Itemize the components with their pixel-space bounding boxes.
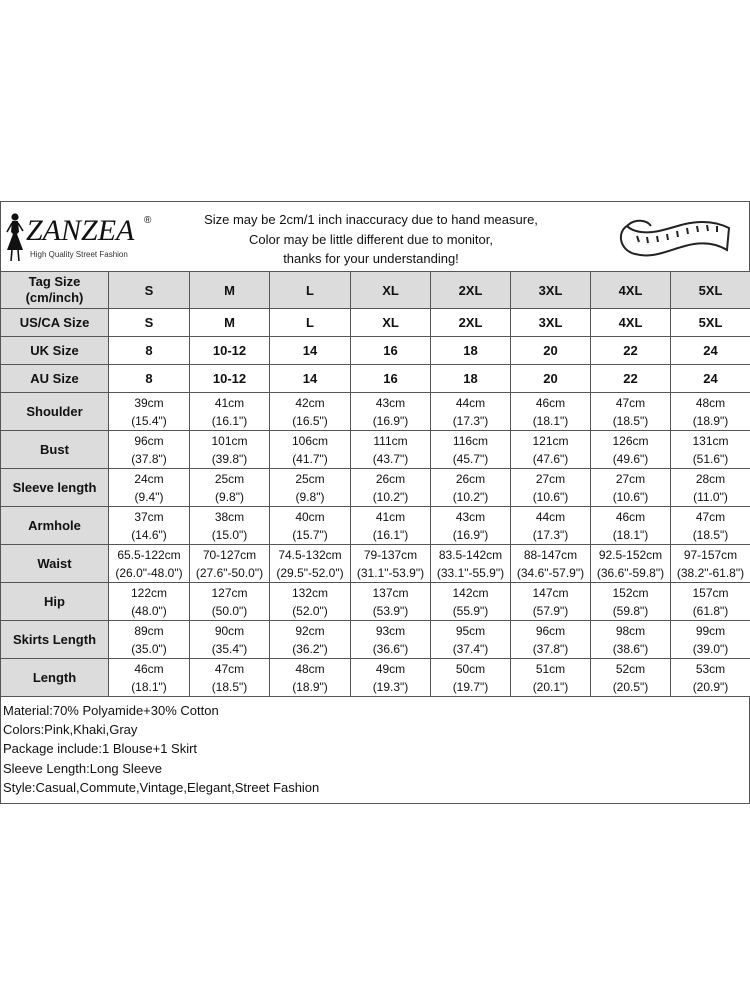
- inch-value: (18.5"): [692, 527, 729, 542]
- row-label: Skirts Length: [1, 621, 109, 659]
- size-table: [0, 271, 750, 697]
- inch-value: (41.7"): [292, 451, 328, 466]
- inch-value: (51.6"): [692, 451, 729, 466]
- row-label: US/CA Size: [1, 309, 109, 337]
- chart-header: [0, 201, 750, 271]
- inch-value: (19.7"): [452, 679, 489, 694]
- inch-value: (53.9"): [372, 603, 409, 618]
- cm-value: 96cm: [535, 623, 566, 638]
- cm-value: 53cm: [695, 661, 726, 676]
- inch-value: (16.1"): [211, 413, 248, 428]
- table-cell: 8: [109, 337, 190, 365]
- inch-value: (36.6"): [372, 641, 409, 656]
- inch-value: (38.6"): [612, 641, 649, 656]
- cm-value: 157cm: [692, 585, 729, 600]
- size-header-cell: 3XL: [511, 272, 591, 309]
- table-cell: [109, 621, 190, 659]
- table-cell: [190, 431, 270, 469]
- table-cell: [431, 393, 511, 431]
- table-cell: 14: [270, 365, 351, 393]
- inch-value: (14.6"): [131, 527, 167, 542]
- table-cell: 14: [270, 337, 351, 365]
- table-cell: [511, 431, 591, 469]
- info-material: Material:70% Polyamide+30% Cotton: [3, 703, 219, 718]
- table-cell: 20: [511, 365, 591, 393]
- table-cell: [511, 469, 591, 507]
- cm-value: 27cm: [535, 471, 566, 486]
- cm-value: 27cm: [615, 471, 646, 486]
- inch-value: (16.1"): [372, 527, 409, 542]
- table-cell: [511, 507, 591, 545]
- inch-value: (20.1"): [532, 679, 569, 694]
- inch-value: (17.3"): [452, 413, 489, 428]
- table-row: [1, 507, 750, 545]
- table-cell: L: [270, 309, 351, 337]
- inch-value: (16.9"): [452, 527, 489, 542]
- table-cell: [109, 507, 190, 545]
- inch-value: (18.5"): [211, 679, 248, 694]
- inch-value: (15.4"): [131, 413, 167, 428]
- cm-value: 25cm: [295, 471, 325, 486]
- cm-value: 89cm: [134, 623, 164, 638]
- tag-size-row: [1, 272, 750, 309]
- brand-logo: [4, 208, 154, 264]
- cm-value: 65.5-122cm: [117, 547, 181, 562]
- table-cell: [591, 545, 671, 583]
- table-cell: 22: [591, 365, 671, 393]
- table-cell: 3XL: [511, 309, 591, 337]
- table-cell: 5XL: [671, 309, 750, 337]
- cm-value: 131cm: [692, 433, 729, 448]
- cm-value: 47cm: [695, 509, 726, 524]
- table-cell: 24: [671, 365, 750, 393]
- table-cell: [270, 393, 351, 431]
- inch-value: (39.8"): [211, 451, 248, 466]
- cm-value: 47cm: [615, 395, 646, 410]
- cm-value: 121cm: [532, 433, 569, 448]
- inch-value: (37.8"): [131, 451, 167, 466]
- table-row: [1, 309, 750, 337]
- inch-value: (20.5"): [612, 679, 649, 694]
- cm-value: 122cm: [130, 585, 168, 600]
- size-header-cell: 2XL: [431, 272, 511, 309]
- table-cell: [591, 583, 671, 621]
- size-header-cell: S: [109, 272, 190, 309]
- notice-line: Color may be little different due to monitor,: [249, 231, 493, 247]
- table-cell: 10-12: [190, 337, 270, 365]
- inch-value: (36.2"): [292, 641, 328, 656]
- cm-value: 44cm: [535, 509, 566, 524]
- registered-mark: ®: [144, 215, 152, 226]
- inch-value: (9.8"): [215, 489, 244, 504]
- cm-value: 90cm: [214, 623, 245, 638]
- cm-value: 106cm: [291, 433, 329, 448]
- inch-value: (16.5"): [292, 413, 328, 428]
- size-header-cell: 4XL: [591, 272, 671, 309]
- table-row: [1, 431, 750, 469]
- inch-value: (18.1"): [532, 413, 569, 428]
- table-cell: [511, 393, 591, 431]
- table-cell: [671, 545, 750, 583]
- cm-value: 26cm: [455, 471, 486, 486]
- cm-value: 92cm: [295, 623, 325, 638]
- row-label: Shoulder: [1, 393, 109, 431]
- cm-value: 37cm: [134, 509, 164, 524]
- table-row: [1, 393, 750, 431]
- table-cell: [671, 469, 750, 507]
- cm-value: 51cm: [535, 661, 566, 676]
- table-cell: [431, 431, 511, 469]
- table-cell: [351, 659, 431, 697]
- table-cell: [591, 393, 671, 431]
- row-label: UK Size: [1, 337, 109, 365]
- table-cell: [109, 393, 190, 431]
- row-label: Bust: [1, 431, 109, 469]
- inch-value: (37.8"): [532, 641, 569, 656]
- inch-value: (45.7"): [452, 451, 489, 466]
- row-label: Length: [1, 659, 109, 697]
- table-cell: [511, 545, 591, 583]
- table-cell: [431, 621, 511, 659]
- table-cell: [270, 583, 351, 621]
- table-cell: [109, 583, 190, 621]
- table-cell: XL: [351, 309, 431, 337]
- cm-value: 47cm: [214, 661, 245, 676]
- table-cell: [109, 659, 190, 697]
- row-label: Hip: [1, 583, 109, 621]
- cm-value: 101cm: [211, 433, 248, 448]
- inch-value: (15.0"): [211, 527, 248, 542]
- cm-value: 70-127cm: [202, 547, 257, 562]
- inch-value: (18.1"): [612, 527, 649, 542]
- table-cell: 16: [351, 337, 431, 365]
- size-header-cell: L: [270, 272, 351, 309]
- table-cell: [351, 469, 431, 507]
- table-cell: [671, 431, 750, 469]
- cm-value: 46cm: [134, 661, 164, 676]
- info-colors: Colors:Pink,Khaki,Gray: [3, 722, 138, 738]
- tag-size-label-line: Tag Size: [28, 274, 81, 289]
- inch-value: (16.9"): [372, 413, 409, 428]
- cm-value: 111cm: [373, 433, 408, 448]
- cm-value: 50cm: [455, 661, 486, 676]
- measurement-notice: [161, 210, 581, 269]
- inch-value: (59.8"): [612, 603, 649, 618]
- cm-value: 126cm: [612, 433, 649, 448]
- table-cell: [431, 507, 511, 545]
- table-row: [1, 469, 750, 507]
- cm-value: 142cm: [452, 585, 489, 600]
- table-cell: [109, 431, 190, 469]
- table-cell: 18: [431, 365, 511, 393]
- table-cell: [270, 659, 351, 697]
- cm-value: 44cm: [455, 395, 486, 410]
- cm-value: 98cm: [615, 623, 646, 638]
- cm-value: 48cm: [695, 395, 726, 410]
- inch-value: (38.2"-61.8"): [676, 565, 745, 580]
- inch-value: (36.6"-59.8"): [596, 565, 665, 580]
- inch-value: (39.0"): [692, 641, 729, 656]
- inch-value: (52.0"): [292, 603, 328, 618]
- table-row: [1, 583, 750, 621]
- info-sleeve-length: Sleeve Length:Long Sleeve: [3, 760, 163, 776]
- row-label: Armhole: [1, 507, 109, 545]
- cm-value: 152cm: [612, 585, 649, 600]
- inch-value: (35.4"): [211, 641, 248, 656]
- table-cell: 22: [591, 337, 671, 365]
- table-cell: [270, 545, 351, 583]
- product-info: [0, 697, 750, 804]
- table-cell: 20: [511, 337, 591, 365]
- cm-value: 49cm: [375, 661, 406, 676]
- cm-value: 43cm: [375, 395, 406, 410]
- row-label: Waist: [1, 545, 109, 583]
- inch-value: (10.6"): [532, 489, 569, 504]
- inch-value: (29.5"-52.0"): [276, 565, 344, 580]
- table-cell: [511, 583, 591, 621]
- size-header-cell: M: [190, 272, 270, 309]
- table-row: [1, 621, 750, 659]
- row-label: AU Size: [1, 365, 109, 393]
- inch-value: (35.0"): [131, 641, 167, 656]
- inch-value: (18.9"): [292, 679, 328, 694]
- table-cell: 18: [431, 337, 511, 365]
- cm-value: 97-157cm: [683, 547, 738, 562]
- cm-value: 41cm: [375, 509, 406, 524]
- info-package: Package include:1 Blouse+1 Skirt: [3, 741, 198, 757]
- cm-value: 28cm: [695, 471, 726, 486]
- cm-value: 52cm: [615, 661, 646, 676]
- table-cell: [511, 621, 591, 659]
- table-cell: 2XL: [431, 309, 511, 337]
- cm-value: 43cm: [455, 509, 486, 524]
- inch-value: (27.6"-50.0"): [195, 565, 264, 580]
- info-style: Style:Casual,Commute,Vintage,Elegant,Street Fashion: [3, 779, 320, 795]
- table-cell: [351, 507, 431, 545]
- cm-value: 46cm: [535, 395, 566, 410]
- cm-value: 92.5-152cm: [598, 547, 663, 562]
- table-cell: [671, 507, 750, 545]
- cm-value: 39cm: [134, 395, 164, 410]
- notice-line: thanks for your understanding!: [283, 251, 459, 266]
- inch-value: (49.6"): [612, 451, 649, 466]
- cm-value: 25cm: [214, 471, 245, 486]
- cm-value: 88-147cm: [523, 547, 578, 562]
- table-cell: [511, 659, 591, 697]
- inch-value: (31.1"-53.9"): [356, 565, 425, 580]
- table-row: [1, 337, 750, 365]
- inch-value: (9.4"): [134, 489, 164, 504]
- inch-value: (50.0"): [211, 603, 248, 618]
- table-cell: [351, 393, 431, 431]
- cm-value: 42cm: [295, 395, 325, 410]
- cm-value: 99cm: [695, 623, 726, 638]
- cm-value: 132cm: [291, 585, 329, 600]
- table-cell: 8: [109, 365, 190, 393]
- inch-value: (33.1"-55.9"): [436, 565, 505, 580]
- inch-value: (15.7"): [292, 527, 328, 542]
- inch-value: (11.0"): [693, 489, 728, 504]
- cm-value: 127cm: [211, 585, 248, 600]
- tag-size-label: [1, 272, 109, 309]
- inch-value: (61.8"): [692, 603, 729, 618]
- table-cell: [190, 393, 270, 431]
- inch-value: (26.0"-48.0"): [115, 565, 183, 580]
- brand-tagline: High Quality Street Fashion: [30, 250, 128, 259]
- table-cell: [431, 659, 511, 697]
- table-row: [1, 545, 750, 583]
- table-cell: S: [109, 309, 190, 337]
- table-cell: 16: [351, 365, 431, 393]
- table-cell: [190, 545, 270, 583]
- table-row: [1, 365, 750, 393]
- inch-value: (10.2"): [372, 489, 409, 504]
- inch-value: (55.9"): [452, 603, 489, 618]
- cm-value: 38cm: [214, 509, 245, 524]
- inch-value: (47.6"): [532, 451, 569, 466]
- notice-line: Size may be 2cm/1 inch inaccuracy due to hand measure,: [204, 212, 538, 227]
- cm-value: 24cm: [134, 471, 164, 486]
- cm-value: 93cm: [375, 623, 406, 638]
- inch-value: (10.6"): [612, 489, 649, 504]
- inch-value: (18.1"): [131, 679, 167, 694]
- table-cell: [270, 469, 351, 507]
- inch-value: (43.7"): [372, 451, 409, 466]
- cm-value: 40cm: [295, 509, 325, 524]
- table-cell: [591, 469, 671, 507]
- table-cell: [190, 507, 270, 545]
- table-cell: [190, 469, 270, 507]
- cm-value: 83.5-142cm: [438, 547, 503, 562]
- tag-size-label-line: (cm/inch): [25, 290, 84, 305]
- table-cell: [109, 469, 190, 507]
- cm-value: 116cm: [452, 433, 489, 448]
- cm-value: 95cm: [455, 623, 486, 638]
- size-chart: [0, 201, 750, 804]
- inch-value: (10.2"): [452, 489, 489, 504]
- inch-value: (48.0"): [131, 603, 167, 618]
- table-cell: [351, 545, 431, 583]
- inch-value: (34.6"-57.9"): [516, 565, 585, 580]
- table-cell: [591, 507, 671, 545]
- table-cell: [671, 583, 750, 621]
- table-cell: [671, 621, 750, 659]
- brand-name: ZANZEA: [26, 214, 135, 247]
- inch-value: (18.9"): [692, 413, 729, 428]
- table-cell: [109, 545, 190, 583]
- size-header-cell: XL: [351, 272, 431, 309]
- cm-value: 41cm: [214, 395, 245, 410]
- size-header-cell: 5XL: [671, 272, 750, 309]
- cm-value: 137cm: [372, 585, 409, 600]
- measuring-tape-icon: [613, 206, 733, 268]
- table-cell: [270, 507, 351, 545]
- inch-value: (19.3"): [372, 679, 409, 694]
- inch-value: (9.8"): [295, 489, 325, 504]
- table-cell: [591, 621, 671, 659]
- table-cell: [431, 545, 511, 583]
- table-cell: [431, 583, 511, 621]
- table-cell: [270, 431, 351, 469]
- table-cell: 10-12: [190, 365, 270, 393]
- woman-figure-icon: [4, 212, 26, 262]
- inch-value: (20.9"): [692, 679, 729, 694]
- table-cell: [591, 659, 671, 697]
- cm-value: 79-137cm: [363, 547, 418, 562]
- table-cell: [671, 393, 750, 431]
- table-cell: [190, 583, 270, 621]
- cm-value: 26cm: [375, 471, 406, 486]
- inch-value: (57.9"): [532, 603, 569, 618]
- cm-value: 46cm: [615, 509, 646, 524]
- table-row: [1, 659, 750, 697]
- table-cell: 4XL: [591, 309, 671, 337]
- inch-value: (17.3"): [532, 527, 569, 542]
- cm-value: 96cm: [134, 433, 164, 448]
- cm-value: 74.5-132cm: [278, 547, 342, 562]
- table-cell: [591, 431, 671, 469]
- table-cell: [431, 469, 511, 507]
- table-cell: [190, 659, 270, 697]
- table-cell: [270, 621, 351, 659]
- row-label: Sleeve length: [1, 469, 109, 507]
- table-cell: [190, 621, 270, 659]
- table-cell: [351, 621, 431, 659]
- table-cell: 24: [671, 337, 750, 365]
- table-cell: M: [190, 309, 270, 337]
- cm-value: 48cm: [295, 661, 325, 676]
- table-cell: [351, 431, 431, 469]
- inch-value: (18.5"): [612, 413, 649, 428]
- inch-value: (37.4"): [452, 641, 489, 656]
- table-cell: [671, 659, 750, 697]
- cm-value: 147cm: [532, 585, 569, 600]
- table-cell: [351, 583, 431, 621]
